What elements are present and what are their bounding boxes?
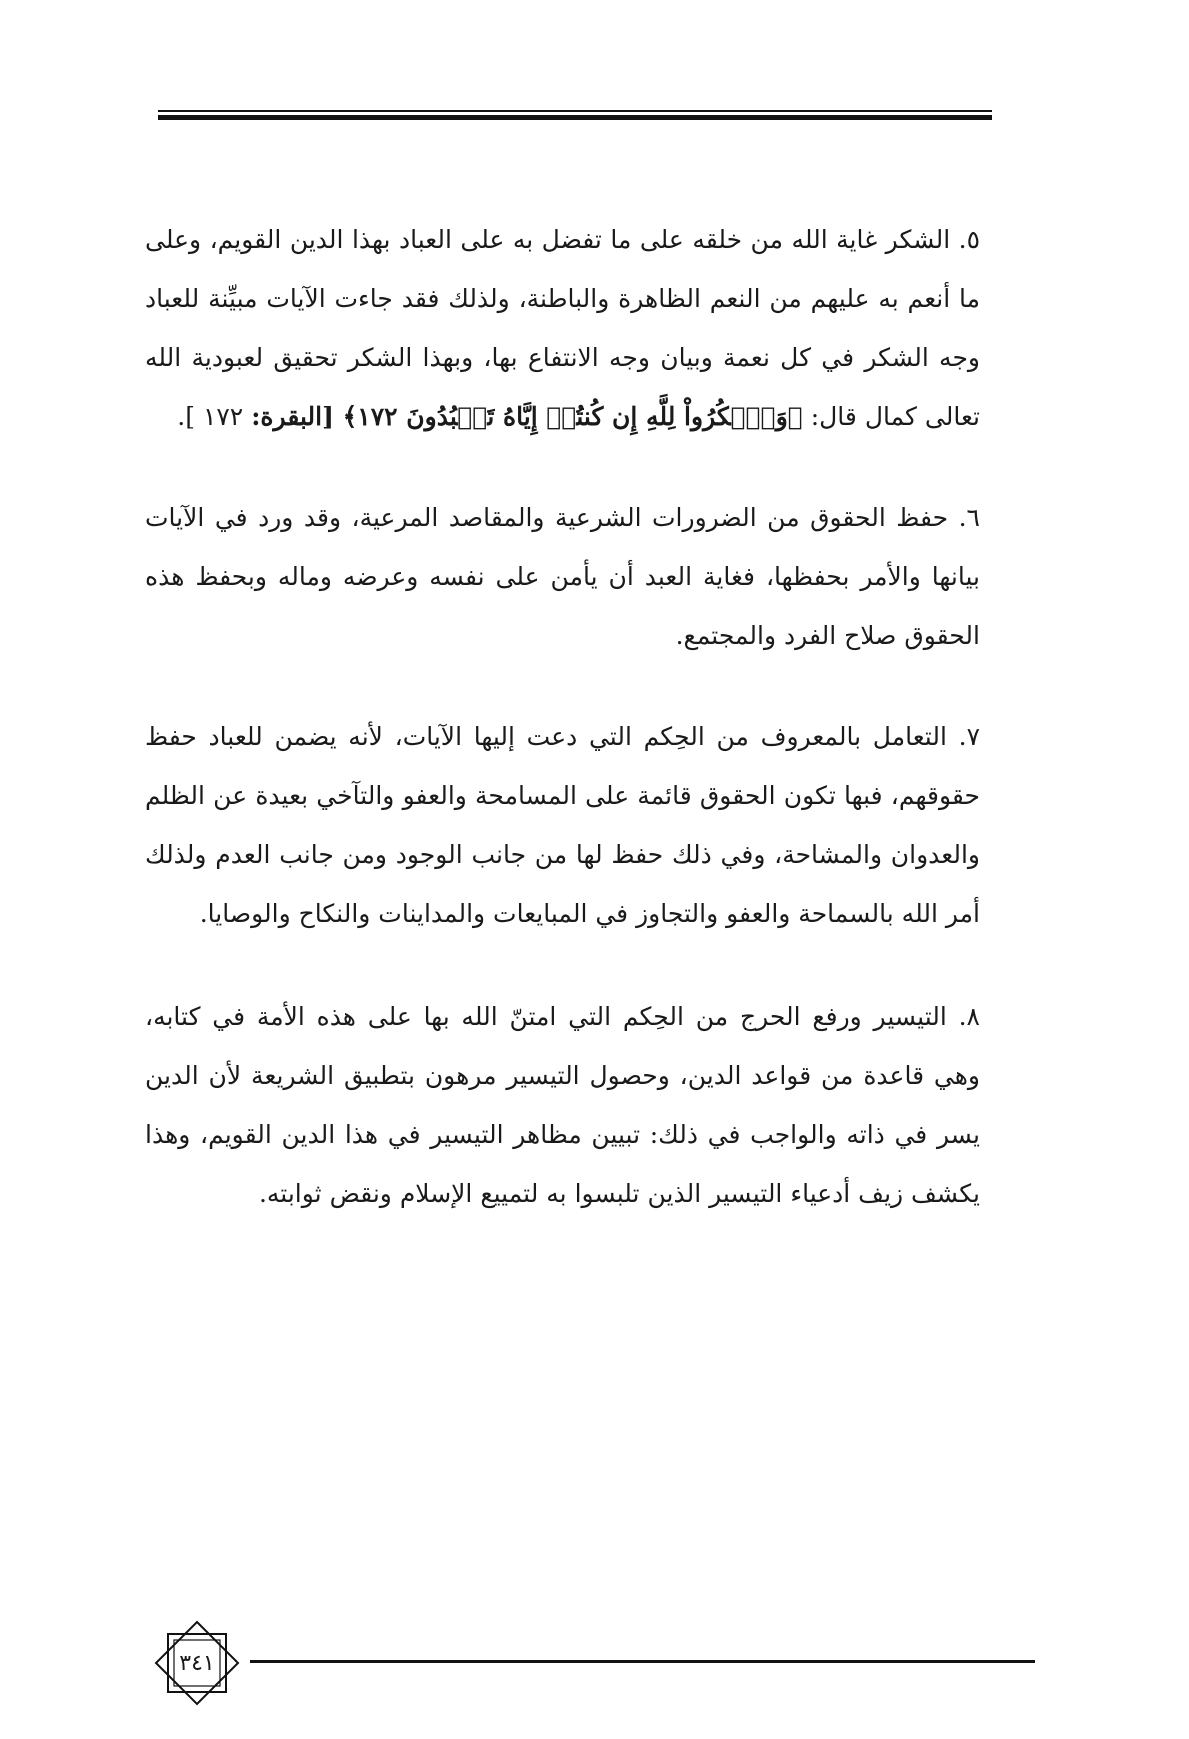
- paragraph-7: [145, 707, 980, 943]
- paragraph-number: ٦ .: [948, 503, 980, 532]
- paragraph-text: التعامل بالمعروف من الحِكم التي دعت إليها الآيات، لأنه يضمن للعباد حفظ حقوقهم، فبها تكون الحقوق قائمة على المسامحة والعفو والتآخي بعيدة عن الظلم والعدوان والمشاحة، وفي ذلك حفظ لها من جانب الوجود ومن جانب العدم ولذلك أمر الله بالسماحة والعفو والتجاوز في المبايعات والمداينات والنكاح والوصايا.: [145, 722, 980, 928]
- paragraph-text: حفظ الحقوق من الضرورات الشرعية والمقاصد المرعية، وقد ورد في الآيات بيانها والأمر بحفظها، فغاية العبد أن يأمن على نفسه وعرضه وماله وبحفظ هذه الحقوق صلاح الفرد والمجتمع.: [145, 503, 980, 650]
- footer-rule: [250, 1660, 1035, 1663]
- paragraph-number: ٨ .: [947, 1002, 980, 1031]
- quran-verse: ﴿وَٱشۡكُرُواْ لِلَّهِ إِن كُنتُمۡ إِيَّاهُ تَعۡبُدُونَ ١٧٢﴾: [342, 402, 803, 431]
- paragraph-text: الشكر غاية الله من خلقه على ما تفضل به على العباد بهذا الدين القويم، وعلى ما أنعم به عليهم من النعم الظاهرة والباطنة، ولذلك فقد جاءت الآيات مبيِّنة للعباد وجه الشكر في كل نعمة وبيان وجه الانتفاع بها، وبهذا الشكر تحقيق لعبودية الله تعالى كمال قال:: [145, 225, 980, 431]
- citation-sura: [البقرة:: [251, 402, 343, 431]
- page-number: ٣٤١: [179, 1650, 215, 1676]
- paragraph-text: التيسير ورفع الحرج من الحِكم التي امتنّ الله بها على هذه الأمة في كتابه، وهي قاعدة من قواعد الدين، وحصول التيسير مرهون بتطبيق الشريعة لأن الدين يسر في ذاته والواجب في ذلك: تبيين مظاهر التيسير في هذا الدين القويم، وهذا يكشف زيف أدعياء التيسير الذين تلبسوا به لتمييع الإسلام ونقض ثوابته.: [145, 1002, 980, 1208]
- paragraph-5: [145, 210, 980, 446]
- citation-number: ١٧٢ ].: [177, 402, 252, 431]
- paragraph-8: [145, 987, 980, 1223]
- paragraph-number: ٧ .: [947, 722, 980, 751]
- page-body: [145, 210, 980, 1223]
- header-rule: [158, 110, 992, 120]
- paragraph-number: ٥ .: [950, 225, 980, 254]
- paragraph-6: [145, 488, 980, 665]
